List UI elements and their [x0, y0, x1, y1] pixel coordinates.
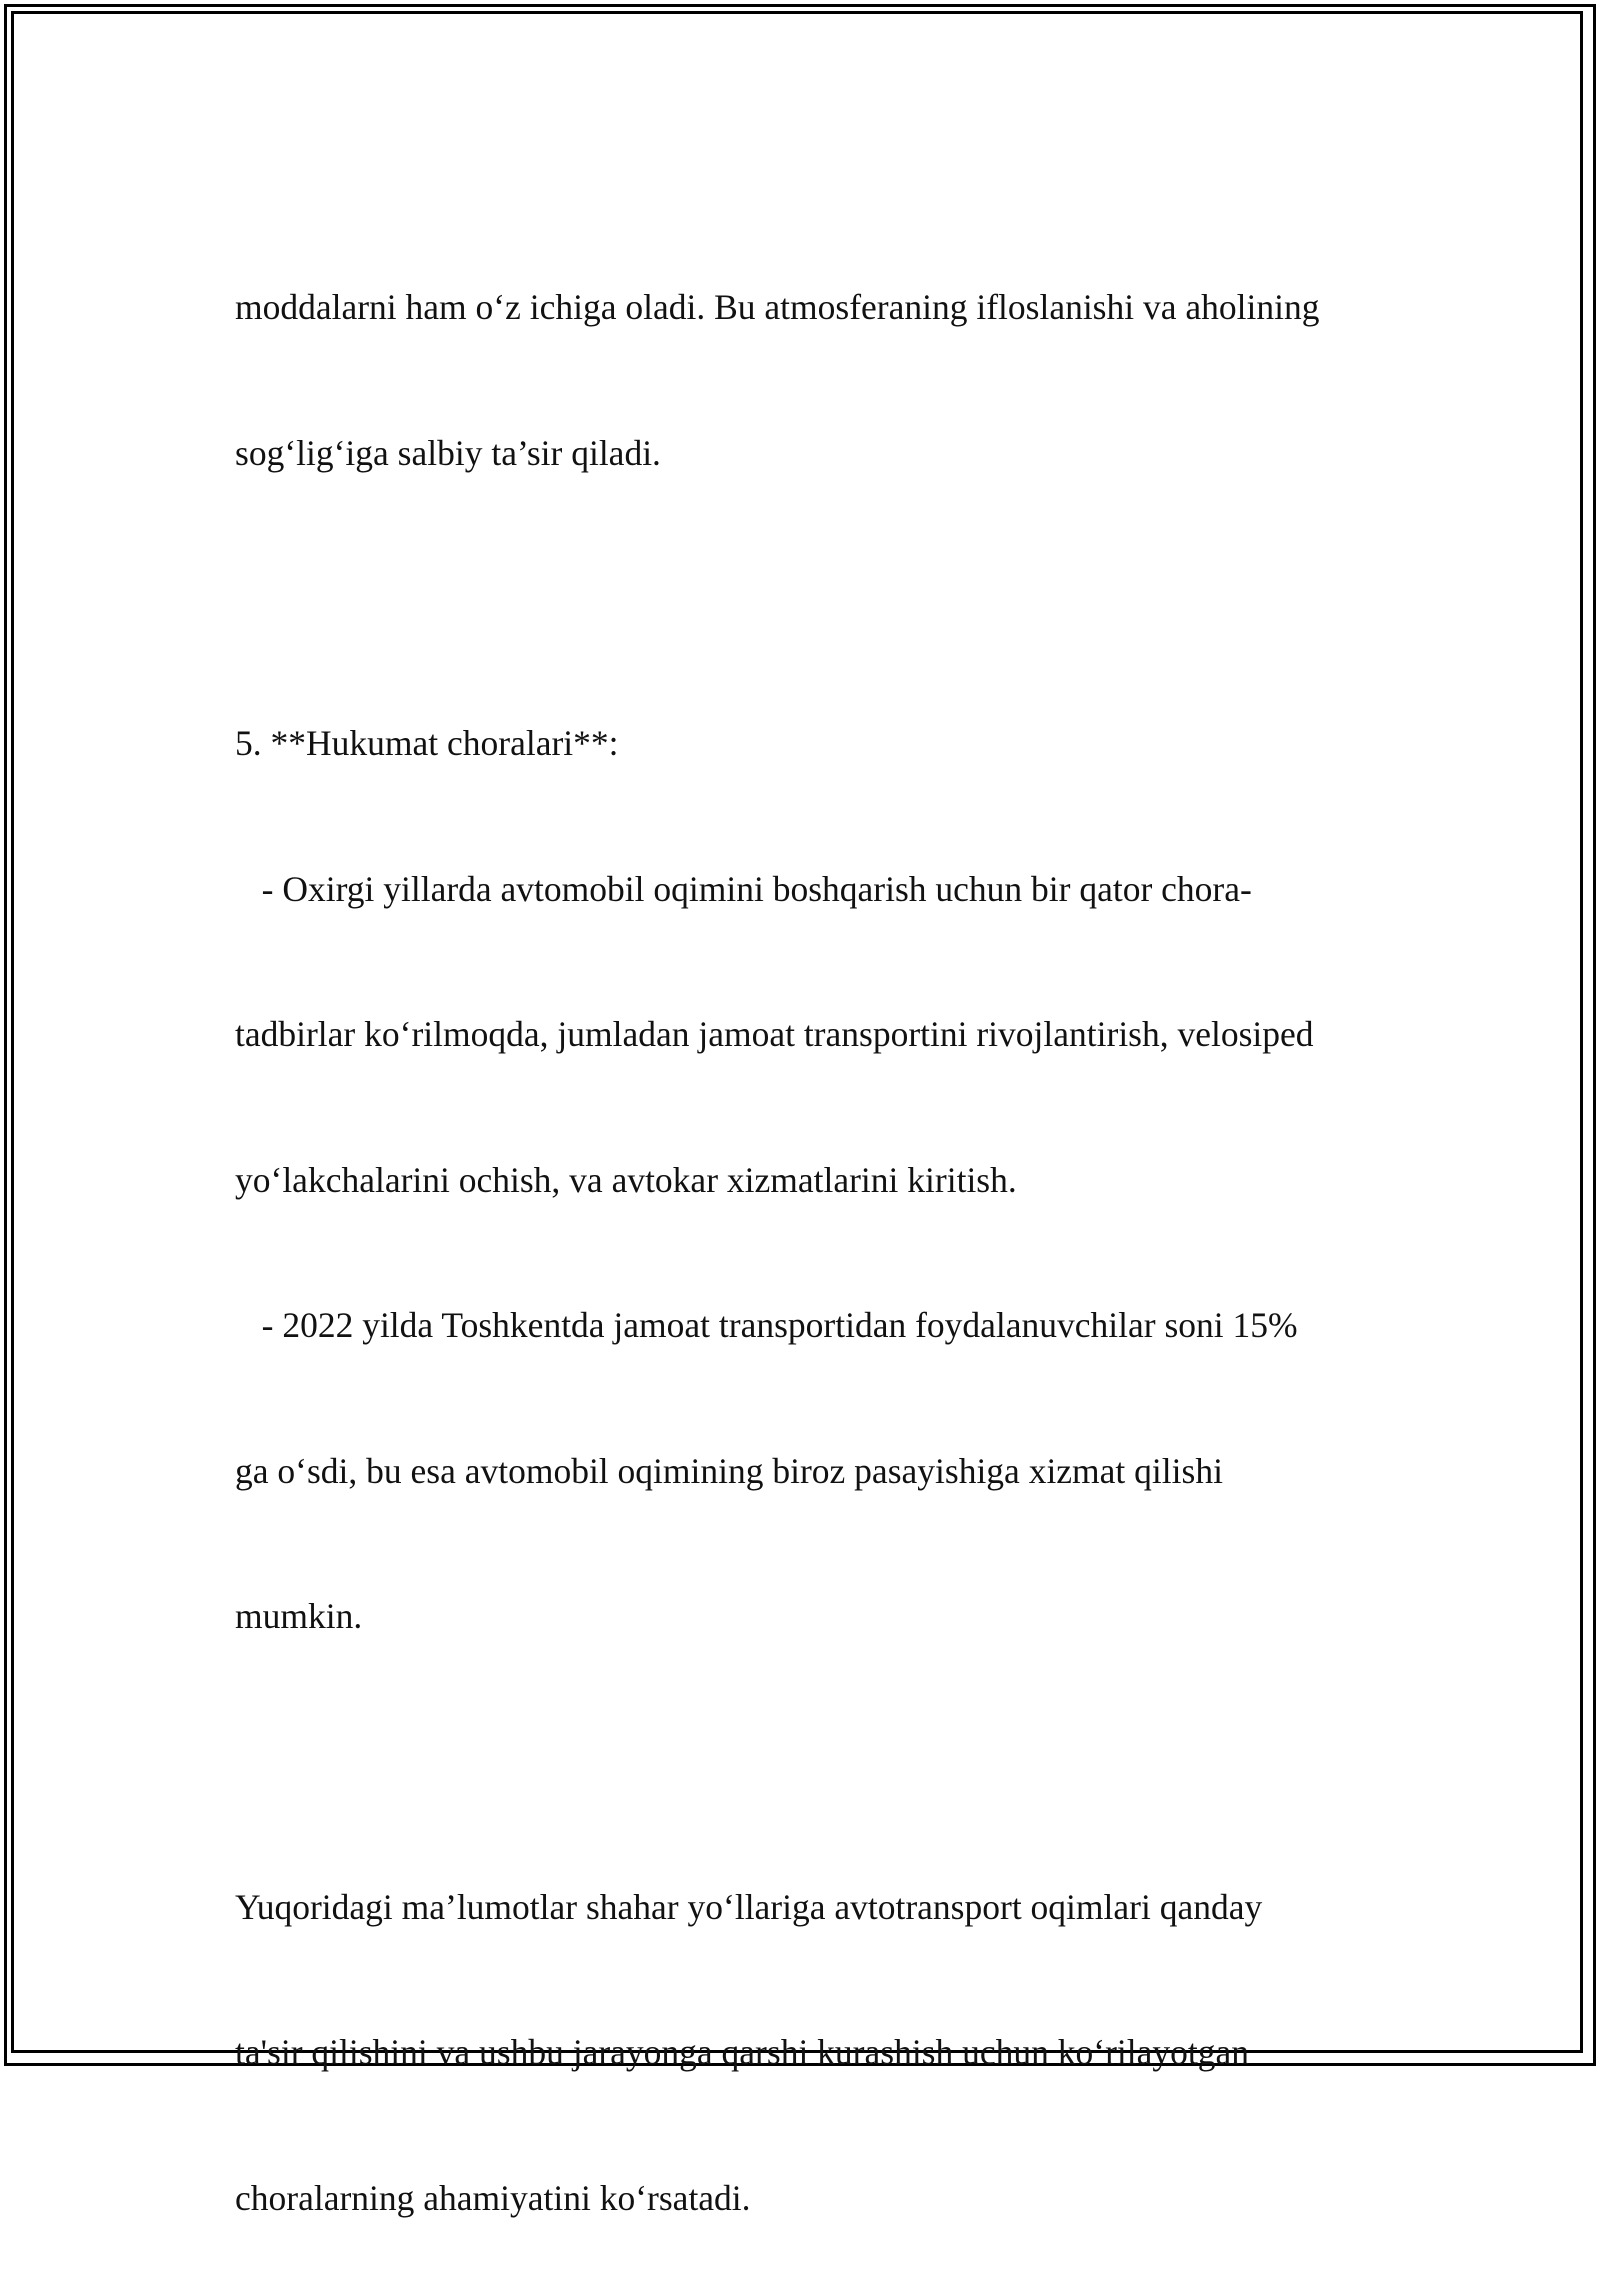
paragraph-gap	[235, 1738, 1385, 1786]
text-line: - 2022 yilda Toshkentda jamoat transportidan foydalanuvchilar soni 15%	[235, 1305, 1298, 1345]
text-line: mumkin.	[235, 1596, 363, 1636]
section-heading: 5. **Hukumat choralari**:	[235, 723, 619, 763]
document-body	[235, 186, 1385, 2271]
text-line: ga o‘sdi, bu esa avtomobil oqimining biroz pasayishiga xizmat qilishi	[235, 1450, 1223, 1491]
text-line: sog‘lig‘iga salbiy ta’sir qiladi.	[235, 432, 661, 473]
text-line: yo‘lakchalarini ochish, va avtokar xizmatlarini kiritish.	[235, 1159, 1017, 1200]
text-line: moddalarni ham o‘z ichiga oladi. Bu atmosferaning ifloslanishi va aholining	[235, 287, 1320, 327]
text-line: Yuqoridagi ma’lumotlar shahar yo‘llariga avtotransport oqimlari qanday	[235, 1886, 1263, 1927]
text-line: ta'sir qilishini va ushbu jarayonga qarshi kurashish uchun ko‘rilayotgan	[235, 2032, 1250, 2072]
text-line: choralarning ahamiyatini ko‘rsatadi.	[235, 2177, 751, 2218]
text-line: - Oxirgi yillarda avtomobil oqimini boshqarish uchun bir qator chora-	[235, 868, 1252, 909]
text-line: tadbirlar ko‘rilmoqda, jumladan jamoat transportini rivojlantirish, velosiped	[235, 1014, 1314, 1054]
paragraph-gap	[235, 574, 1385, 622]
